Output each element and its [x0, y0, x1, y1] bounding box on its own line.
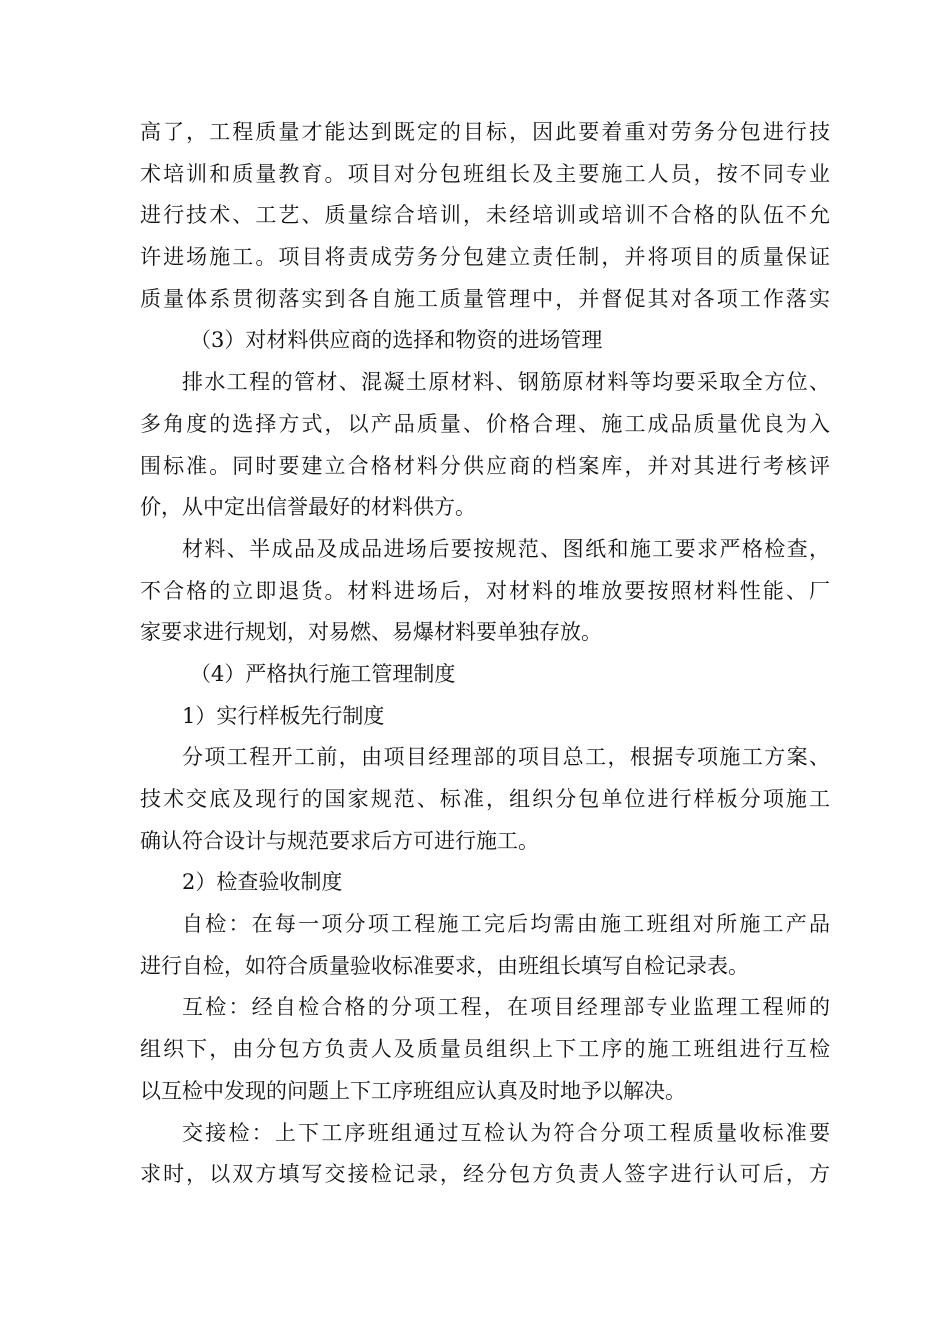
text-line: 分项工程开工前，由项目经理部的项目总工，根据专项施工方案、 — [182, 745, 830, 770]
text-line: 围标准。同时要建立合格材料分供应商的档案库，并对其进行考核评 — [140, 453, 830, 478]
text-line: 以互检中发现的问题上下工序班组应认真及时地予以解决。 — [140, 1078, 686, 1103]
document-body — [140, 112, 830, 1196]
text-line: 组织下，由分包方负责人及质量员组织上下工序的施工班组进行互检 — [140, 1037, 830, 1062]
text-line: （3）对材料供应商的选择和物资的进场管理 — [190, 328, 603, 353]
text-line: 质量体系贯彻落实到各自施工质量管理中，并督促其对各项工作落实 — [140, 286, 830, 311]
text-line: 求时，以双方填写交接检记录，经分包方负责人签字进行认可后，方 — [140, 1162, 830, 1187]
text-line: （4）严格执行施工管理制度 — [190, 661, 456, 686]
text-line: 2）检查验收制度 — [182, 870, 343, 895]
text-line: 自检：在每一项分项工程施工完后均需由施工班组对所施工产品 — [182, 912, 830, 937]
text-line: 1）实行样板先行制度 — [182, 703, 385, 728]
text-line: 价，从中定出信誉最好的材料供方。 — [140, 495, 476, 520]
text-line: 互检：经自检合格的分项工程，在项目经理部专业监理工程师的 — [182, 995, 830, 1020]
text-line: 交接检：上下工序班组通过互检认为符合分项工程质量收标准要 — [182, 1120, 830, 1145]
text-line: 技术交底及现行的国家规范、标准，组织分包单位进行样板分项施工 — [140, 787, 830, 811]
text-line: 高了，工程质量才能达到既定的目标，因此要着重对劳务分包进行技 — [140, 120, 830, 144]
text-line: 不合格的立即退货。材料进场后，对材料的堆放要按照材料性能、厂 — [140, 578, 830, 603]
text-line: 材料、半成品及成品进场后要按规范、图纸和施工要求严格检查， — [182, 536, 830, 561]
text-line: 排水工程的管材、混凝土原材料、钢筋原材料等均要采取全方位、 — [182, 370, 830, 395]
text-line: 确认符合设计与规范要求后方可进行施工。 — [140, 828, 539, 853]
text-line: 进行技术、工艺、质量综合培训，未经培训或培训不合格的队伍不允 — [140, 203, 830, 228]
text-line: 许进场施工。项目将责成劳务分包建立责任制，并将项目的质量保证 — [140, 245, 830, 270]
text-line: 家要求进行规划，对易燃、易爆材料要单独存放。 — [140, 620, 602, 645]
text-line: 多角度的选择方式，以产品质量、价格合理、施工成品质量优良为入 — [140, 411, 830, 436]
text-line: 术培训和质量教育。项目对分包班组长及主要施工人员，按不同专业 — [140, 161, 830, 186]
text-line: 进行自检，如符合质量验收标准要求，由班组长填写自检记录表。 — [140, 953, 749, 978]
